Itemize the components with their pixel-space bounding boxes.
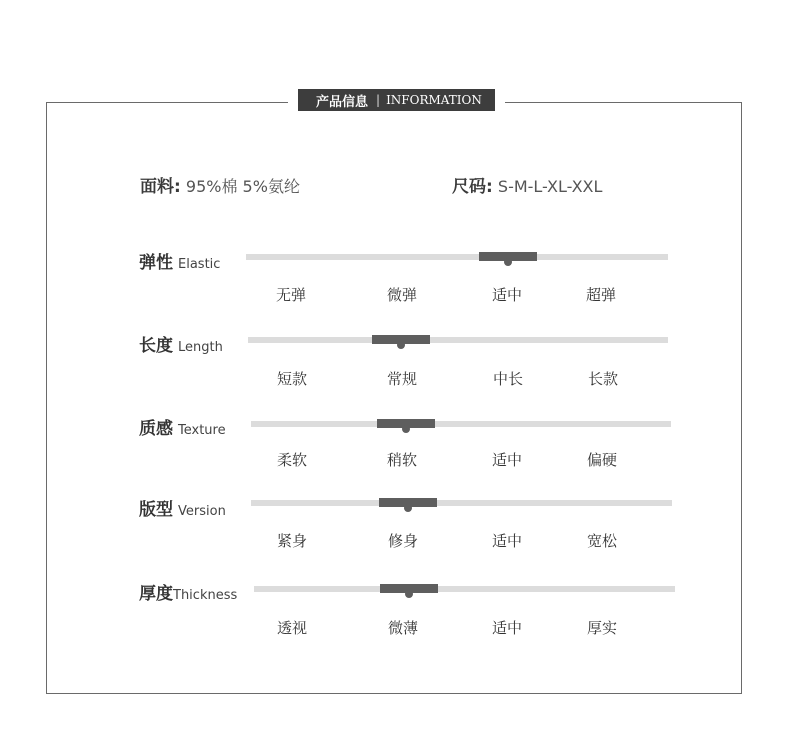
- version-label: [139, 495, 226, 520]
- header-separator: |: [376, 93, 381, 107]
- version-track: [251, 500, 672, 506]
- thickness-tick: 透视: [277, 619, 308, 637]
- elastic-marker: [479, 252, 537, 261]
- size-info: [452, 172, 602, 197]
- thickness-label-en: Thickness: [173, 588, 238, 603]
- length-track: [248, 337, 668, 343]
- elastic-tick: 微弹: [387, 286, 418, 304]
- texture-tick: 柔软: [277, 451, 308, 469]
- elastic-tick: 超弹: [586, 286, 617, 304]
- length-tick: 长款: [588, 370, 619, 388]
- thickness-track: [254, 586, 675, 592]
- elastic-track: [246, 254, 668, 260]
- header-title-cn: 产品信息: [316, 94, 369, 110]
- thickness-tick: 微薄: [388, 619, 419, 637]
- texture-label: [139, 414, 226, 439]
- thickness-tick: 适中: [492, 619, 523, 637]
- header-title-en: INFORMATION: [386, 93, 482, 107]
- length-label-en: Length: [178, 340, 223, 355]
- elastic-label-en: Elastic: [178, 257, 221, 272]
- fabric-info: [140, 172, 300, 197]
- texture-label-cn: 质感: [139, 419, 173, 439]
- texture-tick: 偏硬: [587, 451, 618, 469]
- thickness-tick: 厚实: [587, 619, 618, 637]
- fabric-label: 面料:: [140, 177, 181, 197]
- elastic-label-cn: 弹性: [139, 253, 173, 273]
- length-tick: 中长: [493, 370, 524, 388]
- length-tick: 常规: [387, 370, 418, 388]
- thickness-label: [139, 579, 237, 604]
- version-tick: 紧身: [277, 532, 308, 550]
- version-marker: [379, 498, 437, 507]
- version-tick: 适中: [492, 532, 523, 550]
- fabric-value: 95%棉 5%氨纶: [185, 177, 300, 196]
- texture-track: [251, 421, 671, 427]
- version-tick: 宽松: [587, 532, 618, 550]
- texture-label-en: Texture: [178, 423, 226, 438]
- version-tick: 修身: [388, 532, 419, 550]
- elastic-tick: 适中: [492, 286, 523, 304]
- length-label-cn: 长度: [139, 336, 173, 356]
- section-header: [288, 89, 505, 111]
- size-value: S-M-L-XL-XXL: [497, 177, 603, 196]
- texture-tick: 适中: [492, 451, 523, 469]
- elastic-label: [139, 248, 220, 273]
- texture-tick: 稍软: [387, 451, 418, 469]
- length-marker: [372, 335, 430, 344]
- version-label-en: Version: [178, 504, 226, 519]
- size-label: 尺码:: [452, 177, 493, 197]
- section-header-box: [298, 89, 495, 111]
- elastic-tick: 无弹: [276, 286, 307, 304]
- thickness-label-cn: 厚度: [139, 584, 173, 604]
- length-tick: 短款: [277, 370, 308, 388]
- length-label: [139, 331, 223, 356]
- version-label-cn: 版型: [139, 500, 173, 520]
- texture-marker: [377, 419, 435, 428]
- thickness-marker: [380, 584, 438, 593]
